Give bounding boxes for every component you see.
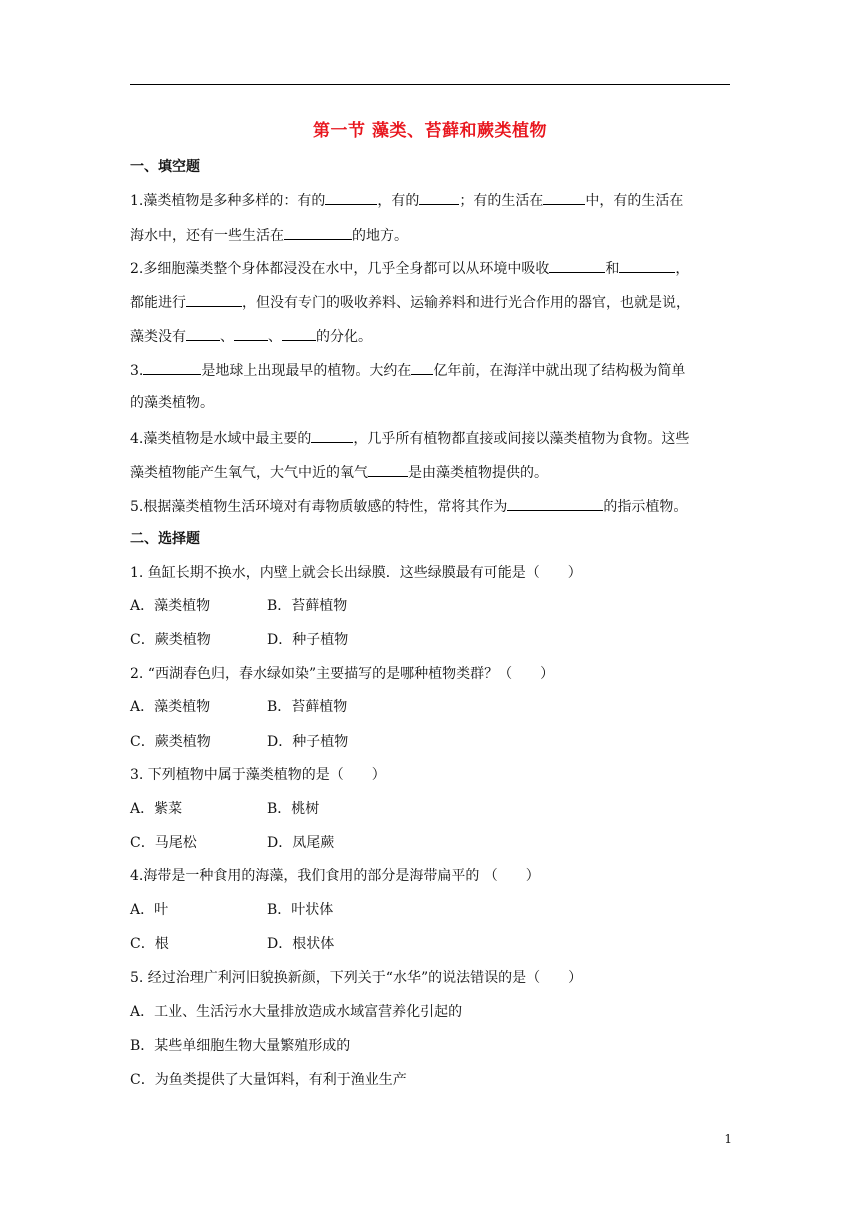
text: 和	[605, 261, 620, 277]
option-c: C．蕨类植物	[130, 632, 211, 648]
option-a: A．藻类植物	[130, 598, 211, 614]
question-2-line-3	[130, 326, 740, 346]
text: 中，有的生活在	[585, 193, 684, 209]
option-a: A．工业、生活污水大量排放造成水域富营养化引起的	[130, 1004, 463, 1020]
question-4-line-1	[130, 428, 740, 448]
blank-15	[507, 496, 603, 511]
text: 的指示植物。	[603, 499, 688, 515]
text: 、	[268, 329, 282, 345]
question-2-line-1	[130, 258, 740, 278]
option-b: B．桃树	[267, 801, 320, 817]
text: 5.根据藻类植物生活环境对有毒物质敏感的特性，常将其作为	[130, 499, 508, 515]
header-rule	[130, 84, 730, 85]
question-1-line-2	[130, 225, 740, 245]
option-a: A．紫菜	[130, 801, 183, 817]
text: 海水中，还有一些生活在	[130, 228, 284, 244]
option-d: D．根状体	[267, 936, 335, 952]
text: 的分化。	[316, 329, 372, 345]
text: 4.藻类植物是水域中最主要的	[130, 431, 312, 447]
text: 3.	[130, 363, 144, 379]
text: ，有的	[377, 193, 420, 209]
question-2-line-2	[130, 292, 740, 312]
blank-12	[411, 360, 433, 375]
blank-1	[325, 190, 377, 205]
choice-question-1: 1. 鱼缸长期不换水，内壁上就会长出绿膜．这些绿膜最有可能是（ ）	[130, 565, 582, 581]
option-d: D．凤尾蕨	[267, 835, 335, 851]
blank-14	[368, 462, 408, 477]
blank-10	[282, 326, 316, 341]
choice-question-5: 5. 经过治理广利河旧貌换新颜，下列关于“水华”的说法错误的是（ ）	[130, 970, 583, 986]
text: 是由藻类植物提供的。	[408, 465, 548, 481]
question-5-line-1	[130, 496, 740, 516]
text: ，但没有专门的吸收养料、运输养料和进行光合作用的器官，也就是说，	[242, 295, 690, 311]
question-3-line-1	[130, 360, 740, 380]
option-b: B．某些单细胞生物大量繁殖形成的	[130, 1038, 351, 1054]
option-c: C．为鱼类提供了大量饵料，有利于渔业生产	[130, 1072, 407, 1088]
blank-4	[284, 225, 352, 240]
blank-6	[619, 258, 675, 273]
blank-3	[543, 190, 585, 205]
option-c: C．根	[130, 936, 169, 952]
choice-question-2: 2. “西湖春色归，春水绿如染”主要描写的是哪种植物类群？（ ）	[130, 666, 555, 682]
blank-8	[186, 326, 220, 341]
text: 的地方。	[352, 228, 408, 244]
blank-2	[419, 190, 459, 205]
option-c: C．蕨类植物	[130, 734, 211, 750]
option-d: D．种子植物	[267, 632, 349, 648]
page-title: 第一节 藻类、苔藓和蕨类植物	[313, 121, 547, 141]
question-3-line-2: 的藻类植物。	[130, 395, 214, 411]
option-d: D．种子植物	[267, 734, 349, 750]
blank-11	[143, 360, 201, 375]
blank-9	[234, 326, 268, 341]
option-b: B．叶状体	[267, 902, 334, 918]
option-a: A．藻类植物	[130, 699, 211, 715]
text: ，几乎所有植物都直接或间接以藻类植物为食物。这些	[353, 431, 690, 447]
text: 1.藻类植物是多种多样的：有的	[130, 193, 326, 209]
option-b: B．苔藓植物	[267, 699, 348, 715]
text: ，	[675, 261, 690, 277]
section-heading-fill: 一、填空题	[130, 159, 200, 175]
option-c: C．马尾松	[130, 835, 197, 851]
text: ；有的生活在	[459, 193, 544, 209]
text: 、	[220, 329, 234, 345]
section-heading-choice: 二、选择题	[130, 531, 200, 547]
choice-question-4: 4.海带是一种食用的海藻，我们食用的部分是海带扁平的 （ ）	[130, 868, 540, 884]
question-4-line-2	[130, 462, 740, 482]
text: 亿年前，在海洋中就出现了结构极为简单	[433, 363, 686, 379]
option-a: A．叶	[130, 902, 169, 918]
text: 藻类植物能产生氧气，大气中近的氧气	[130, 465, 368, 481]
text: 藻类没有	[130, 329, 186, 345]
text: 2.多细胞藻类整个身体都浸没在水中，几乎全身都可以从环境中吸收	[130, 261, 550, 277]
choice-question-3: 3. 下列植物中属于藻类植物的是（ ）	[130, 767, 386, 783]
question-1-line-1	[130, 190, 740, 210]
text: 都能进行	[130, 295, 186, 311]
text: 是地球上出现最早的植物。大约在	[201, 363, 412, 379]
page-number: 1	[724, 1132, 732, 1146]
blank-7	[186, 292, 242, 307]
blank-5	[549, 258, 605, 273]
option-b: B．苔藓植物	[267, 598, 348, 614]
blank-13	[311, 428, 353, 443]
